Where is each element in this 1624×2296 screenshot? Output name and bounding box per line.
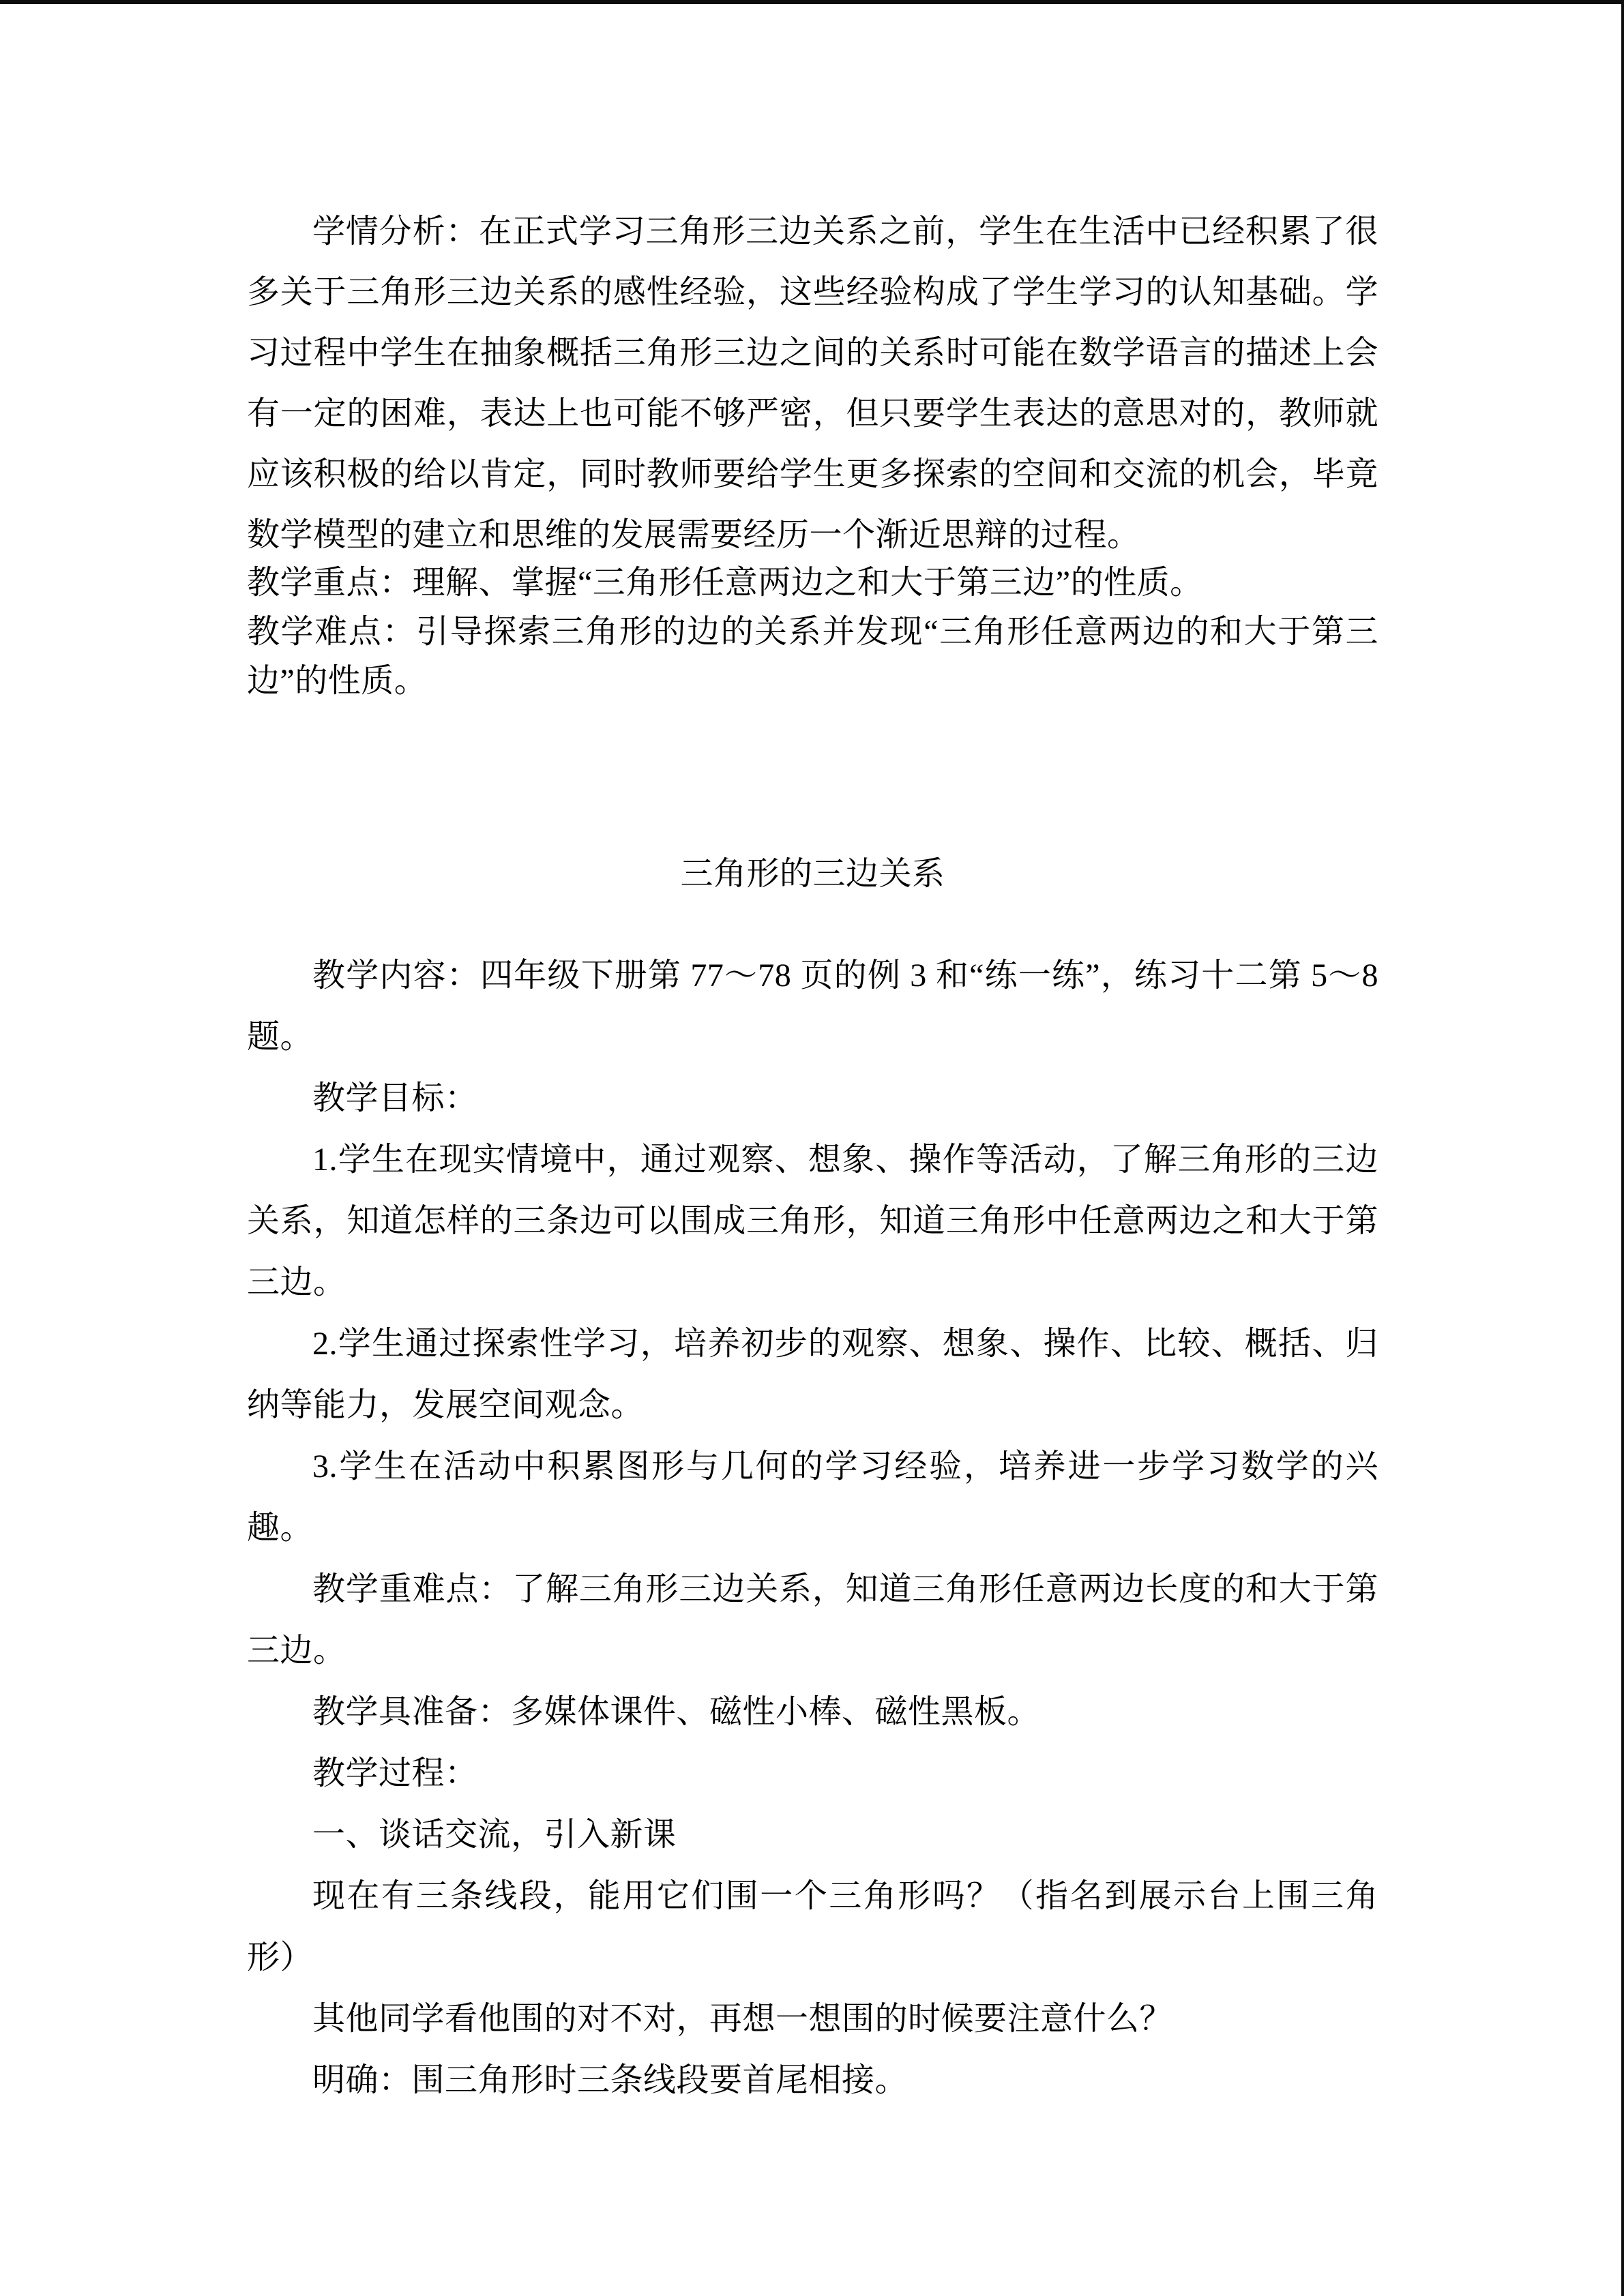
key-points-section — [247, 558, 1378, 706]
text-line: 题。 — [247, 1019, 314, 1055]
goal-item-2-line: 2.学生通过探索性学习，培养初步的观察、想象、操作、比较、概括、归 — [312, 1326, 1378, 1362]
content-area — [247, 201, 1378, 2111]
scan-border-top — [0, 0, 1624, 4]
teaching-aids-line: 教学具准备：多媒体课件、磁性小棒、磁性黑板。 — [312, 1694, 1041, 1730]
text-line: 趣。 — [247, 1510, 314, 1546]
text-line: 三边。 — [247, 1632, 346, 1669]
teaching-difficulty-line: 教学难点：引导探索三角形的边的关系并发现“三角形任意两边的和大于第三 — [247, 614, 1378, 650]
process-step-1-heading: 一、谈话交流，引入新课 — [312, 1817, 677, 1853]
teaching-content-line: 教学内容：四年级下册第 77～78 页的例 3 和“练一练”，练习十二第 5～8 — [312, 957, 1378, 994]
text-line: 有一定的困难，表达上也可能不够严密，但只要学生表达的意思对的，教师就 — [247, 396, 1378, 432]
text-line: 边”的性质。 — [247, 663, 428, 699]
goal-item-1-line: 1.学生在现实情境中，通过观察、想象、操作等活动，了解三角形的三边 — [312, 1142, 1378, 1178]
text-line: 习过程中学生在抽象概括三角形三边之间的关系时可能在数学语言的描述上会 — [247, 335, 1378, 371]
text-line: 明确：围三角形时三条线段要首尾相接。 — [312, 2062, 909, 2098]
text-line: 现在有三条线段，能用它们围一个三角形吗？（指名到展示台上围三角 — [312, 1878, 1378, 1914]
teaching-focus-line: 教学重点：理解、掌握“三角形任意两边之和大于第三边”的性质。 — [247, 565, 1203, 601]
teaching-process-heading: 教学过程： — [312, 1755, 478, 1791]
text-line: 学情分析：在正式学习三角形三边关系之前，学生在生活中已经积累了很 — [312, 213, 1378, 250]
scan-border-right — [1621, 0, 1624, 2296]
text-line: 三边。 — [247, 1264, 346, 1300]
text-line: 纳等能力，发展空间观念。 — [247, 1387, 645, 1423]
document-title: 三角形的三边关系 — [680, 856, 945, 892]
goal-item-3-line: 3.学生在活动中积累图形与几何的学习经验，培养进一步学习数学的兴 — [312, 1448, 1378, 1485]
text-line: 数学模型的建立和思维的发展需要经历一个渐近思辩的过程。 — [247, 517, 1140, 553]
text-line: 应该积极的给以肯定，同时教师要给学生更多探索的空间和交流的机会，毕竟 — [247, 456, 1378, 492]
text-line: 其他同学看他围的对不对，再想一想围的时候要注意什么？ — [312, 2001, 1173, 2037]
text-line: 多关于三角形三边关系的感性经验，这些经验构成了学生学习的认知基础。学 — [247, 274, 1378, 310]
text-line: 形） — [247, 1939, 314, 1976]
analysis-paragraph — [247, 201, 1378, 565]
teaching-goals-heading: 教学目标： — [312, 1080, 478, 1116]
lesson-plan-section — [247, 945, 1378, 2111]
key-difficulty-line: 教学重难点：了解三角形三边关系，知道三角形任意两边长度的和大于第 — [312, 1571, 1378, 1607]
text-line: 关系，知道怎样的三条边可以围成三角形，知道三角形中任意两边之和大于第 — [247, 1203, 1378, 1239]
